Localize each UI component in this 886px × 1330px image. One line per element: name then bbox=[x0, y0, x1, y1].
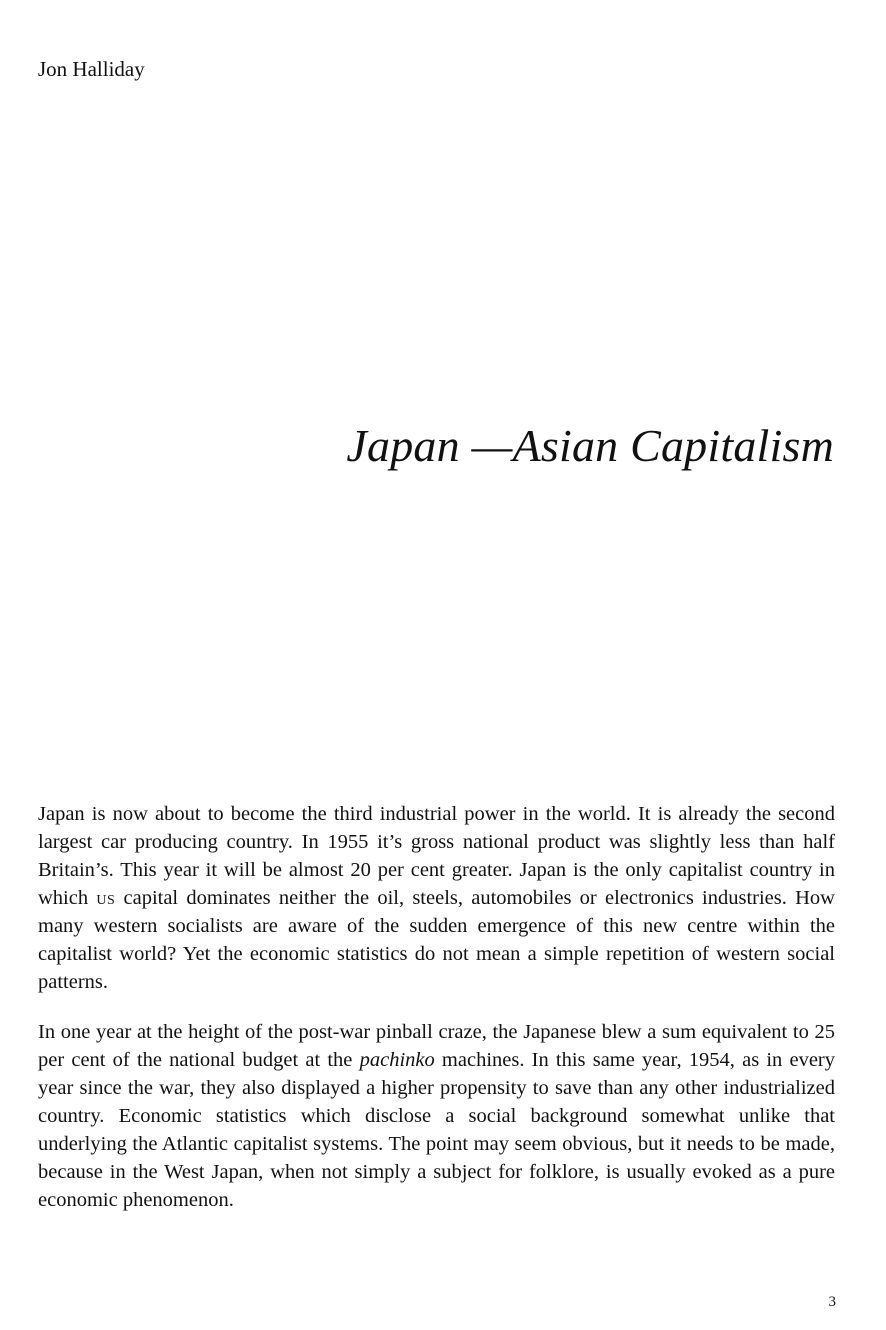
paragraph-1-text-b: capital dominates neither the oil, steels, automobiles or electronics industries. How many western socialists are aware of the sudden emergence of this new centre within the capitalist world? Yet the economic statistics do not mean a simple repetition of western social patterns. bbox=[38, 887, 835, 993]
pachinko-term: pachinko bbox=[359, 1049, 435, 1071]
us-abbreviation: us bbox=[96, 887, 116, 909]
page-number: 3 bbox=[828, 1294, 836, 1310]
article-body bbox=[38, 800, 835, 1236]
paragraph-2-text-a: In one year at the height of the post-war pinball craze, the Japanese blew a sum equivalent to 25 per cent of the national budget at the bbox=[38, 1021, 835, 1071]
article-title: Japan —Asian Capitalism bbox=[346, 420, 834, 471]
paragraph-2-text-b: machines. In this same year, 1954, as in every year since the war, they also displayed a higher propensity to save than any other industrialized country. Economic statistics which disclose a social background somewhat unlike that underlying the Atlantic capitalist systems. The point may seem obvious, but it needs to be made, because in the West Japan, when not simply a subject for folklore, is usually evoked as a pure economic phenomenon. bbox=[38, 1049, 836, 1211]
author-name: Jon Halliday bbox=[38, 57, 145, 81]
paragraph-2 bbox=[38, 1018, 835, 1214]
paragraph-1-text-a: Japan is now about to become the third industrial power in the world. It is already the second largest car producing country. In 1955 it’s gross national product was slightly less than half Britain’s. This year it will be almost 20 per cent greater. Japan is the only capitalist country in which bbox=[38, 803, 835, 909]
paragraph-1 bbox=[38, 800, 835, 996]
